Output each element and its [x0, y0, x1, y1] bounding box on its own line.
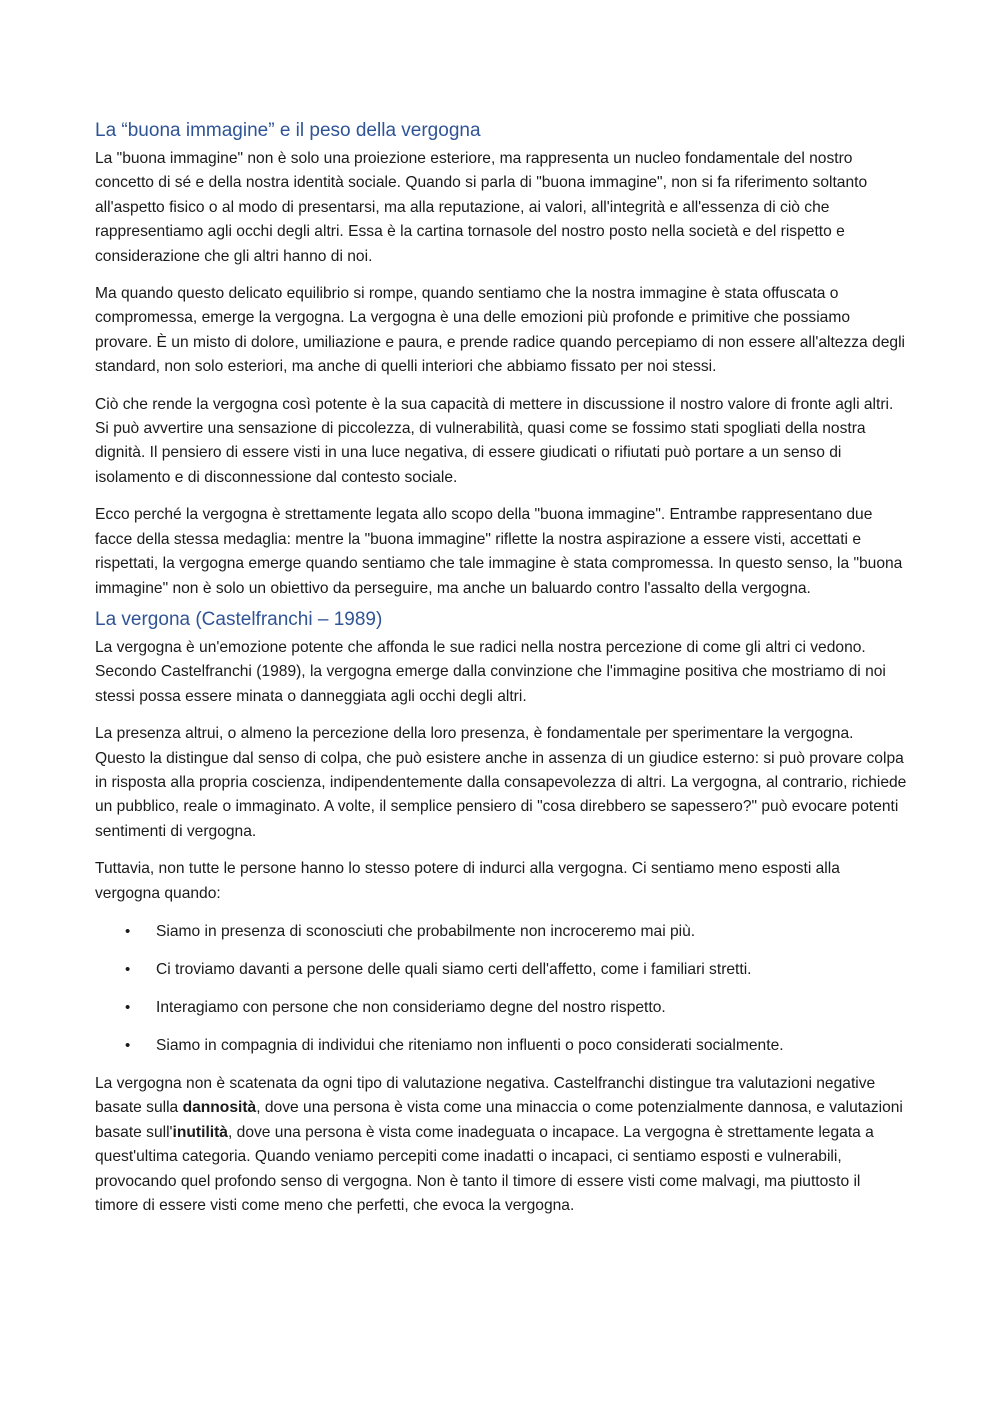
bullet-icon: •: [125, 960, 131, 978]
list-item: [95, 1034, 907, 1058]
list-item-text: Siamo in presenza di sconosciuti che probabilmente non incroceremo mai più.: [156, 922, 696, 940]
list-item-text: Ci troviamo davanti a persone delle quali siamo certi dell'affetto, come i familiari stretti.: [156, 960, 752, 978]
text-run: , dove una persona è vista come inadeguata o incapace. La vergogna è strettamente legata a quest'ultima categoria. Quando veniamo percepiti come inadatti o incapaci, ci sentiamo esposti e vulnerabili, provocando quel profondo senso di vergogna. Non è tanto il timore di essere visti come malvagi, ma piuttosto il timore di essere visti come meno che perfetti, che evoca la vergogna.: [95, 1123, 874, 1214]
section-heading-castelfranchi: La vergona (Castelfranchi – 1989): [95, 608, 383, 630]
paragraph: Tuttavia, non tutte le persone hanno lo stesso potere di indurci alla vergogna. Ci sentiamo meno esposti alla vergogna quando:: [95, 860, 840, 902]
document-page: [95, 118, 907, 1231]
text-run: La vergogna non è scatenata da ogni tipo di valutazione negativa. Castelfranchi distingue tra valutazioni negative basate sulla: [95, 1074, 876, 1117]
paragraph: La presenza altrui, o almeno la percezione della loro presenza, è fondamentale per sperimentare la vergogna. Questo la distingue dal senso di colpa, che può esistere anche in assenza di un giudice esterno: si può provare colpa in risposta alla propria coscienza, indipendentemente dalla consapevolezza di altri. La vergogna, al contrario, richiede un pubblico, reale o immaginato. A volte, il semplice pensiero di "cosa direbbero se sapessero?" può evocare potenti sentimenti di vergogna.: [95, 725, 907, 840]
bullet-icon: •: [125, 1036, 131, 1054]
paragraph: La vergogna è un'emozione potente che affonda le sue radici nella nostra percezione di come gli altri ci vedono. Secondo Castelfranchi (1989), la vergogna emerge dalla convinzione che l'immagine positiva che mostriamo di noi stessi possa essere minata o danneggiata agli occhi degli altri.: [95, 638, 886, 705]
paragraph: La "buona immagine" non è solo una proiezione esteriore, ma rappresenta un nucleo fondamentale del nostro concetto di sé e della nostra identità sociale. Quando si parla di "buona immagine", non si fa riferimento soltanto all'aspetto fisico o al modo di presentarsi, ma alla reputazione, ai valori, all'integrità e all'essenza di ciò che rappresentiamo agli occhi degli altri. Essa è la cartina tornasole del nostro posto nella società e del rispetto e considerazione che gli altri hanno di noi.: [95, 150, 868, 265]
list-item: [95, 958, 907, 982]
section-heading-buona-immagine: La “buona immagine” e il peso della vergogna: [95, 120, 481, 141]
paragraph-final: [95, 1072, 907, 1218]
list-item-text: Interagiamo con persone che non consideriamo degne del nostro rispetto.: [156, 998, 666, 1016]
bullet-icon: •: [125, 922, 131, 940]
paragraph: Ciò che rende la vergogna così potente è la sua capacità di mettere in discussione il nostro valore di fronte agli altri. Si può avvertire una sensazione di piccolezza, di vulnerabilità, quasi come se fossimo stati spogliati della nostra dignità. Il pensiero di essere visti in una luce negativa, di essere giudicati o rifiutati può portare a un senso di isolamento e di disconnessione dal contesto sociale.: [95, 395, 894, 486]
paragraph: Ecco perché la vergogna è strettamente legata allo scopo della "buona immagine". Entrambe rappresentano due facce della stessa medaglia: mentre la "buona immagine" riflette la nostra aspirazione a essere visti, accettati e rispettati, la vergogna emerge quando sentiamo che tale immagine è stata compromessa. In questo senso, la "buona immagine" non è solo un obiettivo da perseguire, ma anche un baluardo contro l'assalto della vergogna.: [95, 506, 903, 597]
paragraph: Ma quando questo delicato equilibrio si rompe, quando sentiamo che la nostra immagine è stata offuscata o compromessa, emerge la vergogna. La vergogna è una delle emozioni più profonde e primitive che possiamo provare. È un misto di dolore, umiliazione e paura, e prende radice quando percepiamo di non essere all'altezza degli standard, non solo esteriori, ma anche di quelli interiori che abbiamo fissato per noi stessi.: [95, 285, 906, 376]
bullet-icon: •: [125, 998, 131, 1016]
list-item: [95, 996, 907, 1020]
bold-term-inutilita: inutilità: [172, 1123, 228, 1141]
bold-term-dannosita: dannosità: [182, 1099, 257, 1117]
bullet-list: [95, 920, 907, 1058]
list-item: [95, 920, 907, 944]
text-run: , dove una persona è vista come una minaccia o come potenzialmente dannosa, e valutazioni basate sull': [95, 1099, 903, 1141]
list-item-text: Siamo in compagnia di individui che riteniamo non influenti o poco considerati socialmente.: [156, 1036, 784, 1054]
